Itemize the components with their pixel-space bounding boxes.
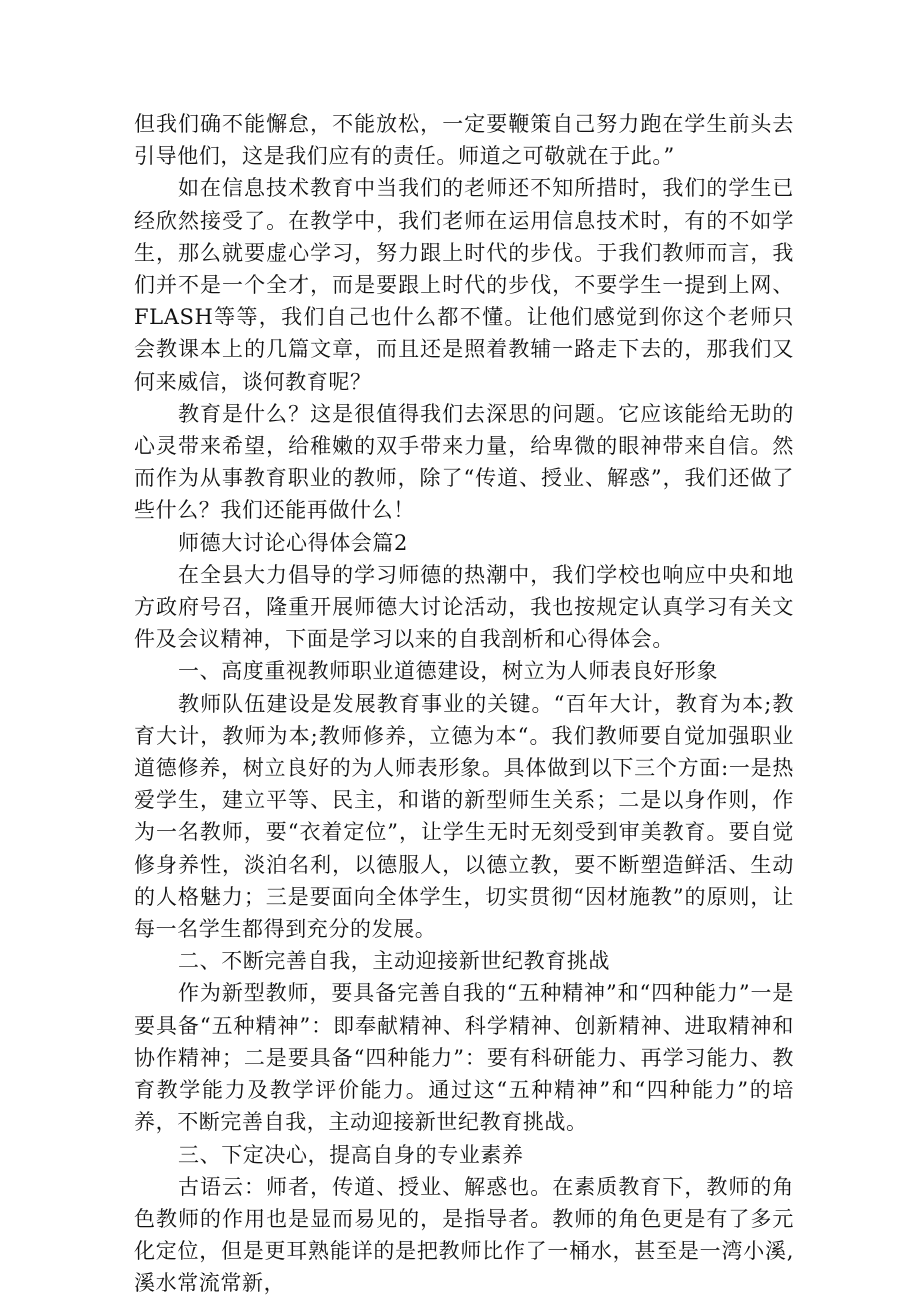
document-body <box>134 108 794 1300</box>
paragraph-ancient-saying: 古语云：师者，传道、授业、解惑也。在素质教育下，教师的角色教师的作用也是显而易见的，是指导者。教师的角色更是有了多元化定位，但是更耳熟能详的是把教师比作了一桶水，甚至是一湾小溪,溪水常流常新， <box>134 1174 794 1296</box>
paragraph-it-education: 如在信息技术教育中当我们的老师还不知所措时，我们的学生已经欣然接受了。在教学中，我们老师在运用信息技术时，有的不如学生，那么就要虚心学习，努力跟上时代的步伐。于我们教师而言，我们并不是一个全才，而是要跟上时代的步伐，不要学生一提到上网、FLASH等等，我们自己也什么都不懂。让他们感觉到你这个老师只会教课本上的几篇文章，而且还是照着教辅一路走下去的，那我们又何来威信，谈何教育呢？ <box>134 176 794 394</box>
paragraph-teacher-team: 教师队伍建设是发展教育事业的关键。“百年大计，教育为本;教育大计，教师为本;教师修养，立德为本“。我们教师要自觉加强职业道德修养，树立良好的为人师表形象。具体做到以下三个方面:一是热爱学生，建立平等、民主，和谐的新型师生关系；二是以身作则，作为一名教师，要“衣着定位”，让学生无时无刻受到审美教育。要自觉修身养性，淡泊名利，以德服人，以德立教，要不断塑造鲜活、生动的人格魅力；三是要面向全体学生，切实贯彻“因材施教”的原则，让每一名学生都得到充分的发展。 <box>134 691 794 942</box>
subheading-one: 一、高度重视教师职业道德建设，树立为人师表良好形象 <box>178 659 718 684</box>
section-heading-part2: 师德大讨论心得体会篇2 <box>178 530 408 555</box>
subheading-three: 三、下定决心，提高自身的专业素养 <box>178 1142 524 1167</box>
paragraph-intro-part2: 在全县大力倡导的学习师德的热潮中，我们学校也响应中央和地方政府号召，隆重开展师德大讨论活动，我也按规定认真学习有关文件及会议精神，下面是学习以来的自我剖析和心得体会。 <box>134 562 794 652</box>
paragraph-new-teacher: 作为新型教师，要具备完善自我的“五种精神”和“四种能力”一是要具备“五种精神”：即奉献精神、科学精神、创新精神、进取精神和协作精神；二是要具备“四种能力”：要有科研能力、再学习能力、教育教学能力及教学评价能力。通过这“五种精神”和“四种能力”的培养，不断完善自我，主动迎接新世纪教育挑战。 <box>134 981 794 1135</box>
subheading-two: 二、不断完善自我，主动迎接新世纪教育挑战 <box>178 949 610 974</box>
paragraph-continuation: 但我们确不能懈怠，不能放松，一定要鞭策自己努力跑在学生前头去引导他们，这是我们应有的责任。师道之可敬就在于此。” <box>134 112 794 169</box>
paragraph-what-is-education: 教育是什么？这是很值得我们去深思的问题。它应该能给无助的心灵带来希望，给稚嫩的双手带来力量，给卑微的眼神带来自信。然而作为从事教育职业的教师，除了“传道、授业、解惑”，我们还做了些什么？我们还能再做什么！ <box>134 401 794 523</box>
